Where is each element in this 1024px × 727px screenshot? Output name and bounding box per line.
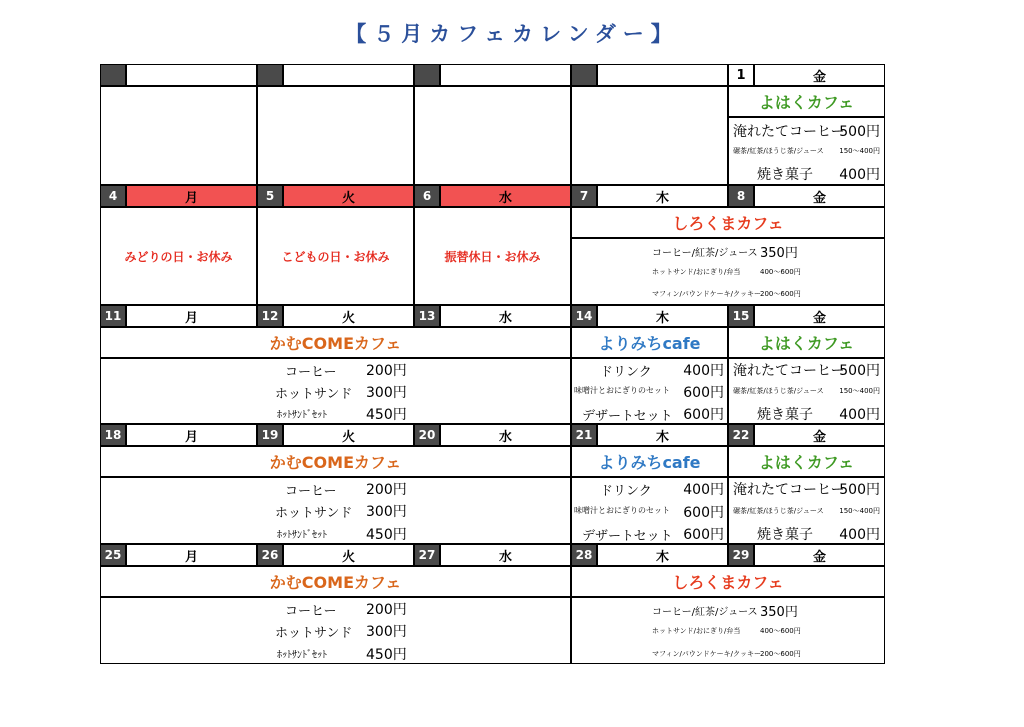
menu-price: 150～400円 — [839, 507, 880, 515]
menu-item: ﾎｯﾄｻﾝﾄﾞｾｯﾄ — [277, 530, 327, 541]
cafe-name-cell — [571, 566, 885, 597]
menu-item: マフィン/パウンドケーキ/クッキー — [652, 290, 762, 298]
date-number: 15 — [728, 305, 754, 327]
date-number: 13 — [414, 305, 440, 327]
menu-item: デザートセット — [582, 529, 673, 544]
date-number: 25 — [100, 544, 126, 566]
date-number: 8 — [728, 185, 754, 207]
day-header-empty — [440, 64, 571, 86]
menu-cell-kamucome — [100, 358, 571, 424]
menu-price: 400円 — [683, 482, 724, 498]
day-header-thu: 木 — [597, 544, 728, 566]
day-header-wed: 水 — [440, 544, 571, 566]
menu-cell-yorimichi — [571, 477, 728, 544]
menu-price: 400～600円 — [760, 627, 801, 635]
holiday-label: こどもの日・お休み — [281, 249, 390, 264]
menu-item: ドリンク — [600, 484, 652, 499]
menu-price: 600円 — [683, 527, 724, 543]
day-header-wed: 水 — [440, 185, 571, 207]
date-number: 5 — [257, 185, 283, 207]
menu-item: ホットサンド/おにぎり/弁当 — [652, 627, 741, 635]
menu-item: 淹れたてコーヒー — [733, 482, 845, 498]
date-number: 22 — [728, 424, 754, 446]
menu-item: コーヒー/紅茶/ジュース — [652, 248, 758, 259]
date-number: 4 — [100, 185, 126, 207]
day-cell-empty — [414, 86, 571, 185]
day-header-mon: 月 — [126, 424, 257, 446]
cafe-name-cell — [571, 207, 885, 238]
day-header-fri: 金 — [754, 185, 885, 207]
cafe-name-kamucome: かむCOMEカフェ — [269, 453, 402, 472]
page-title: 【５月カフェカレンダー】 — [345, 22, 679, 46]
menu-item: マフィン/パウンドケーキ/クッキー — [652, 650, 762, 658]
menu-item: 味噌汁とおにぎりのセット — [574, 386, 670, 395]
menu-price: 350円 — [760, 605, 798, 620]
menu-price: 400円 — [839, 407, 880, 423]
day-cell-empty — [257, 86, 414, 185]
menu-item: 碾茶/紅茶/ほうじ茶/ジュース — [733, 147, 824, 155]
holiday-cell — [414, 207, 571, 305]
menu-price: 350円 — [760, 246, 798, 261]
date-number: 27 — [414, 544, 440, 566]
cafe-name-cell — [571, 446, 728, 477]
menu-price: 300円 — [366, 624, 407, 640]
menu-item: 淹れたてコーヒー — [733, 124, 845, 140]
menu-item: ドリンク — [600, 365, 652, 380]
cafe-name-yohaku: よはくカフェ — [758, 93, 855, 112]
menu-cell-shirokuma — [571, 238, 885, 305]
cafe-name-cell — [571, 327, 728, 358]
day-header-tue: 火 — [283, 544, 414, 566]
cafe-name-yorimichi: よりみちcafe — [598, 453, 701, 472]
menu-price: 400～600円 — [760, 268, 801, 276]
date-box-empty — [414, 64, 440, 86]
cafe-name-kamucome: かむCOMEカフェ — [269, 334, 402, 353]
cafe-name-cell — [728, 86, 885, 117]
cafe-name-cell — [100, 446, 571, 477]
date-number: 7 — [571, 185, 597, 207]
holiday-label: みどりの日・お休み — [124, 249, 233, 264]
menu-cell-shirokuma — [571, 597, 885, 664]
cafe-name-yohaku: よはくカフェ — [758, 453, 855, 472]
date-number: 18 — [100, 424, 126, 446]
menu-item: ﾎｯﾄｻﾝﾄﾞｾｯﾄ — [277, 650, 327, 661]
menu-price: 400円 — [839, 527, 880, 543]
date-box-empty — [100, 64, 126, 86]
menu-cell-yohaku — [728, 358, 885, 424]
menu-price: 150～400円 — [839, 387, 880, 395]
day-header-fri: 金 — [754, 64, 885, 86]
menu-item: ﾎｯﾄｻﾝﾄﾞｾｯﾄ — [277, 410, 327, 421]
menu-item: 焼き菓子 — [757, 527, 813, 543]
date-box-empty — [571, 64, 597, 86]
menu-price: 400円 — [839, 167, 880, 183]
menu-price: 500円 — [839, 124, 880, 140]
menu-item: ホットサンド/おにぎり/弁当 — [652, 268, 741, 276]
day-header-fri: 金 — [754, 305, 885, 327]
calendar-grid — [100, 64, 885, 664]
menu-price: 200円 — [366, 482, 407, 498]
day-header-fri: 金 — [754, 544, 885, 566]
cafe-name-shirokuma: しろくまカフェ — [672, 573, 784, 592]
menu-price: 450円 — [366, 527, 407, 543]
menu-cell-yohaku — [728, 477, 885, 544]
menu-price: 450円 — [366, 647, 407, 663]
menu-cell-kamucome — [100, 597, 571, 664]
menu-price: 500円 — [839, 482, 880, 498]
date-box-empty — [257, 64, 283, 86]
menu-price: 150～400円 — [839, 147, 880, 155]
day-cell-empty — [100, 86, 257, 185]
menu-price: 200～600円 — [760, 650, 801, 658]
menu-item: ホットサンド — [275, 626, 353, 641]
cafe-name-kamucome: かむCOMEカフェ — [269, 573, 402, 592]
day-header-thu: 木 — [597, 305, 728, 327]
menu-price: 300円 — [366, 385, 407, 401]
date-number: 14 — [571, 305, 597, 327]
menu-item: 味噌汁とおにぎりのセット — [574, 506, 670, 515]
menu-item: コーヒー — [285, 365, 337, 380]
date-number: 11 — [100, 305, 126, 327]
cafe-name-yorimichi: よりみちcafe — [598, 334, 701, 353]
cafe-name-shirokuma: しろくまカフェ — [672, 214, 784, 233]
day-header-thu: 木 — [597, 424, 728, 446]
cafe-name-cell — [728, 327, 885, 358]
menu-item: 碾茶/紅茶/ほうじ茶/ジュース — [733, 507, 824, 515]
day-header-mon: 月 — [126, 305, 257, 327]
menu-item: 碾茶/紅茶/ほうじ茶/ジュース — [733, 387, 824, 395]
menu-price: 450円 — [366, 407, 407, 423]
menu-item: コーヒー — [285, 604, 337, 619]
menu-price: 600円 — [683, 407, 724, 423]
holiday-label: 振替休日・お休み — [444, 249, 541, 264]
day-cell-empty — [571, 86, 728, 185]
cafe-name-yohaku: よはくカフェ — [758, 334, 855, 353]
date-number: 12 — [257, 305, 283, 327]
day-header-tue: 火 — [283, 185, 414, 207]
cafe-name-cell — [100, 566, 571, 597]
holiday-cell — [100, 207, 257, 305]
cafe-name-cell — [728, 446, 885, 477]
day-header-tue: 火 — [283, 424, 414, 446]
cafe-name-cell — [100, 327, 571, 358]
day-header-mon: 月 — [126, 185, 257, 207]
holiday-cell — [257, 207, 414, 305]
menu-item: コーヒー — [285, 484, 337, 499]
date-number: 19 — [257, 424, 283, 446]
menu-item: デザートセット — [582, 409, 673, 424]
menu-price: 400円 — [683, 363, 724, 379]
menu-item: 焼き菓子 — [757, 407, 813, 423]
menu-item: 焼き菓子 — [757, 167, 813, 183]
date-number: 26 — [257, 544, 283, 566]
day-header-thu: 木 — [597, 185, 728, 207]
menu-cell-kamucome — [100, 477, 571, 544]
menu-item: ホットサンド — [275, 387, 353, 402]
menu-price: 200円 — [366, 602, 407, 618]
menu-item: 淹れたてコーヒー — [733, 363, 845, 379]
date-number: 28 — [571, 544, 597, 566]
menu-price: 600円 — [683, 385, 724, 401]
day-header-empty — [126, 64, 257, 86]
day-header-wed: 水 — [440, 305, 571, 327]
date-number: 21 — [571, 424, 597, 446]
menu-price: 500円 — [839, 363, 880, 379]
date-number: 29 — [728, 544, 754, 566]
menu-item: ホットサンド — [275, 506, 353, 521]
menu-price: 600円 — [683, 505, 724, 521]
date-number: 1 — [728, 64, 754, 86]
menu-cell-yorimichi — [571, 358, 728, 424]
menu-price: 200～600円 — [760, 290, 801, 298]
menu-price: 200円 — [366, 363, 407, 379]
day-header-tue: 火 — [283, 305, 414, 327]
date-number: 20 — [414, 424, 440, 446]
day-header-empty — [283, 64, 414, 86]
day-header-fri: 金 — [754, 424, 885, 446]
day-header-empty — [597, 64, 728, 86]
menu-cell-yohaku — [728, 117, 885, 185]
menu-price: 300円 — [366, 504, 407, 520]
date-number: 6 — [414, 185, 440, 207]
day-header-mon: 月 — [126, 544, 257, 566]
menu-item: コーヒー/紅茶/ジュース — [652, 607, 758, 618]
day-header-wed: 水 — [440, 424, 571, 446]
